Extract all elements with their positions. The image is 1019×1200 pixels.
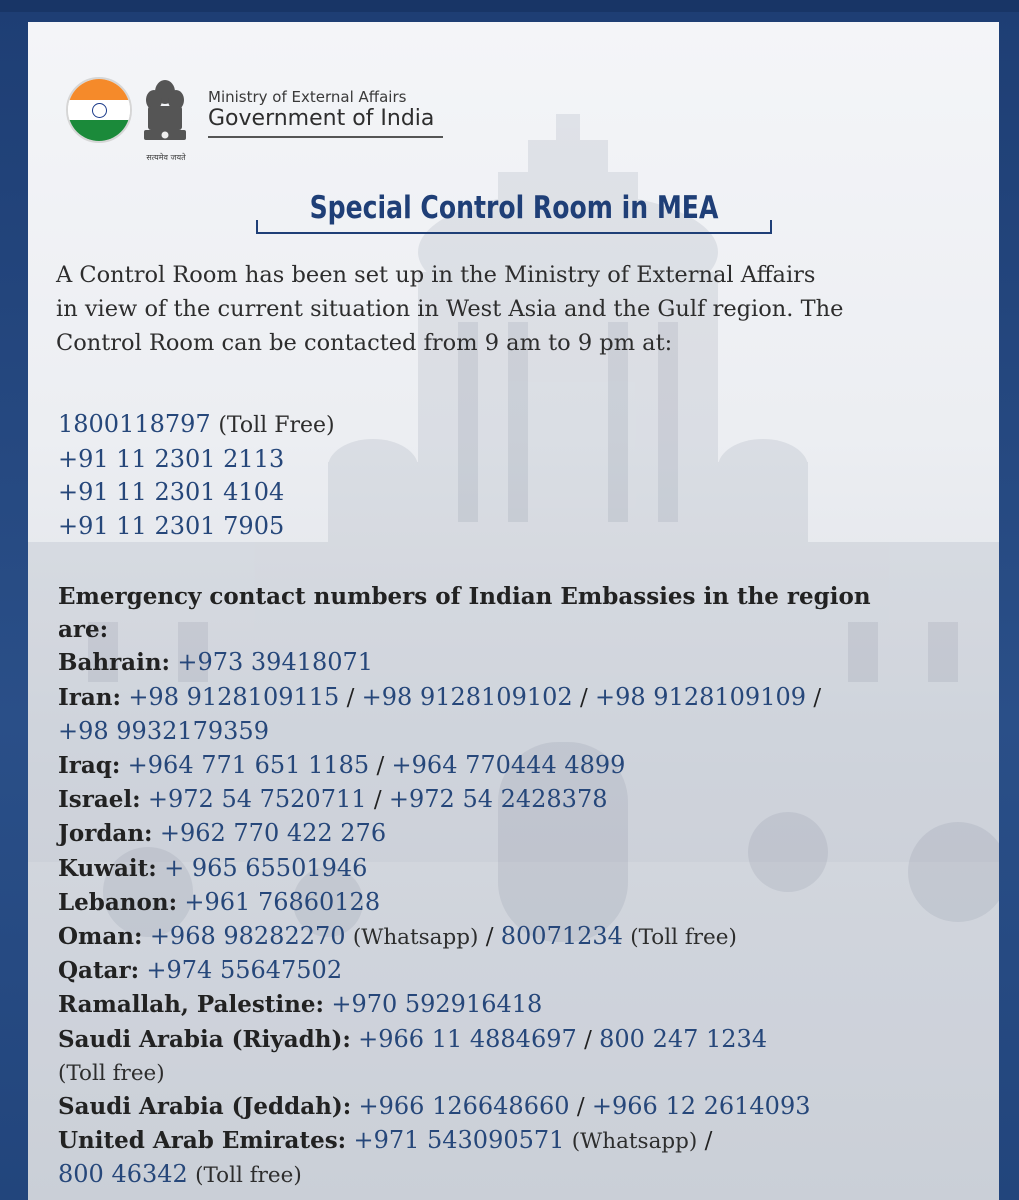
phone-row [58, 443, 335, 477]
ministry-name: Ministry of External Affairs [208, 88, 407, 106]
contact-row-oman [58, 920, 999, 954]
contact-row-jordan [58, 817, 999, 851]
phone-note: (Toll Free) [218, 413, 335, 438]
country-label: Kuwait: [58, 854, 157, 882]
contact-row-iran [58, 681, 999, 715]
separator: / [346, 684, 355, 711]
phone-number[interactable]: 80071234 [500, 922, 623, 951]
phone-number[interactable]: +966 11 4884697 [358, 1024, 577, 1053]
contact-row-riyadh [58, 1023, 999, 1057]
phone-number[interactable]: +98 9128109115 [128, 682, 340, 711]
phone-number[interactable]: +964 771 651 1185 [127, 751, 370, 780]
country-label: Iraq: [58, 752, 121, 780]
contact-row-bahrain [58, 646, 999, 680]
phone-note: (Whatsapp) [571, 1129, 698, 1155]
separator: / [813, 684, 822, 711]
intro-line: in view of the current situation in West Asia and the Gulf region. The [56, 296, 844, 322]
contact-row-jeddah [58, 1090, 999, 1124]
phone-number[interactable]: 800 247 1234 [599, 1024, 768, 1053]
contact-row-ramallah [58, 988, 999, 1022]
phone-number[interactable]: +91 11 2301 2113 [58, 444, 285, 473]
embassy-contacts [58, 580, 999, 1193]
intro-paragraph [56, 258, 996, 360]
ministry-header [66, 74, 486, 164]
header-underline [208, 136, 443, 138]
embassy-heading-cont: are: [58, 616, 109, 644]
government-name: Government of India [208, 106, 435, 131]
phone-row [58, 476, 335, 510]
separator: / [576, 1094, 585, 1121]
phone-number[interactable]: +91 11 2301 4104 [58, 478, 285, 506]
country-label: Oman: [58, 923, 143, 951]
phone-number[interactable]: +971 543090571 [353, 1126, 565, 1155]
frame-top-band [0, 0, 1019, 12]
country-label: Jordan: [58, 820, 153, 848]
contact-row-iraq [58, 749, 999, 783]
contact-row-lebanon [58, 886, 999, 920]
contact-row-uae-cont [58, 1158, 999, 1192]
country-label: Saudi Arabia (Riyadh): [58, 1025, 351, 1053]
phone-number[interactable]: +973 39418071 [177, 648, 374, 677]
phone-number[interactable]: +970 592916418 [331, 990, 543, 1019]
contact-row-israel [58, 783, 999, 817]
phone-number[interactable]: +972 54 7520711 [147, 785, 367, 814]
country-label: United Arab Emirates: [58, 1127, 347, 1155]
contact-row-qatar [58, 954, 999, 988]
phone-note: (Toll free) [630, 925, 737, 951]
country-label: Ramallah, Palestine: [58, 991, 325, 1019]
phone-number[interactable]: +966 12 2614093 [591, 1092, 811, 1121]
country-label: Iran: [58, 683, 121, 711]
emblem-caption: सत्यमेव जयते [146, 153, 186, 162]
phone-number[interactable]: +966 126648660 [358, 1092, 570, 1121]
phone-note: (Toll free) [195, 1163, 302, 1189]
contact-row-uae [58, 1124, 999, 1158]
separator: / [579, 684, 588, 711]
phone-number[interactable]: +964 770444 4899 [391, 751, 626, 780]
country-label: Bahrain: [58, 649, 171, 677]
contact-row-iran-cont [58, 715, 999, 749]
country-label: Lebanon: [58, 888, 178, 916]
indian-flag-icon [66, 77, 132, 143]
phone-number[interactable]: +961 76860128 [184, 887, 381, 916]
phone-number[interactable]: +974 55647502 [146, 956, 343, 985]
phone-number[interactable]: +962 770 422 276 [159, 819, 387, 848]
separator: / [376, 753, 385, 780]
phone-number[interactable]: 800 46342 [58, 1160, 188, 1189]
country-label: Qatar: [58, 957, 140, 985]
intro-line: Control Room can be contacted from 9 am to 9 pm at: [56, 330, 673, 356]
phone-note: (Whatsapp) [352, 925, 479, 951]
separator: / [704, 1128, 713, 1155]
control-room-numbers [58, 408, 335, 543]
phone-number[interactable]: +98 9128109109 [595, 682, 807, 711]
phone-number[interactable]: +98 9932179359 [58, 716, 269, 745]
phone-note: (Toll free) [58, 1060, 165, 1086]
separator: / [485, 924, 494, 951]
phone-row [58, 408, 335, 443]
intro-line: A Control Room has been set up in the Ministry of External Affairs [56, 262, 816, 288]
phone-number[interactable]: +91 11 2301 7905 [58, 511, 285, 540]
title-bracket [256, 190, 772, 234]
page-title: Special Control Room in MEA [309, 190, 719, 226]
phone-number[interactable]: + 965 65501946 [164, 853, 368, 882]
phone-number[interactable]: +968 98282270 [149, 922, 346, 951]
country-label: Israel: [58, 786, 141, 814]
contact-row-kuwait [58, 852, 999, 886]
separator: / [373, 787, 382, 814]
country-label: Saudi Arabia (Jeddah): [58, 1093, 352, 1121]
contact-row-riyadh-cont [58, 1057, 999, 1090]
separator: / [584, 1026, 592, 1053]
phone-number[interactable]: +972 54 2428378 [388, 785, 608, 814]
phone-number[interactable]: 1800118797 [58, 410, 211, 438]
phone-row [58, 510, 335, 544]
embassy-heading: Emergency contact numbers of Indian Embassies in the region [58, 583, 871, 610]
phone-number[interactable]: +98 9128109102 [361, 682, 573, 711]
notice-card [28, 22, 999, 1200]
